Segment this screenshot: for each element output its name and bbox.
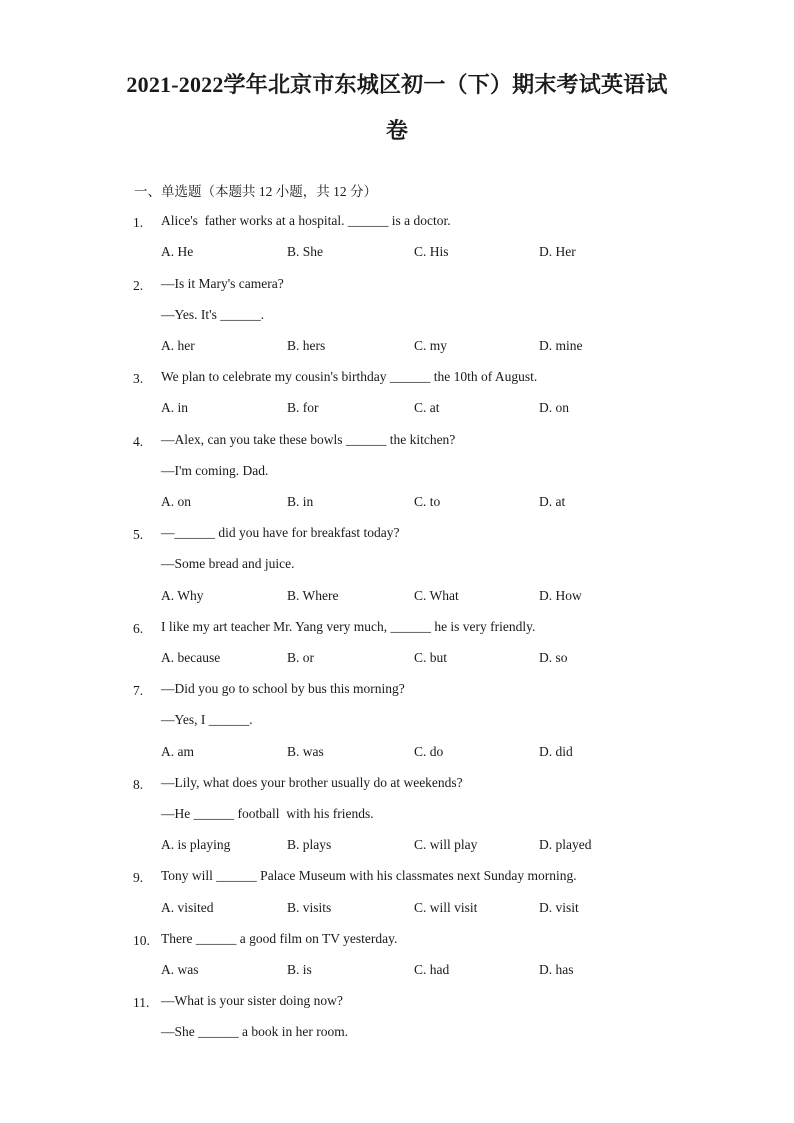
answer-option: D. has: [539, 962, 574, 977]
answer-option: B. She: [287, 244, 324, 259]
question-stem: —Is it Mary's camera?: [161, 276, 284, 291]
answer-option: B. is: [287, 962, 312, 977]
answer-option: C. do: [414, 744, 444, 759]
question-number: 2.: [133, 278, 144, 293]
answer-option: D. visit: [539, 900, 579, 915]
answer-option: D. How: [539, 588, 582, 603]
answer-option: C. my: [414, 338, 448, 353]
answer-option: D. mine: [539, 338, 583, 353]
question-number: 11.: [133, 995, 150, 1010]
answer-option: A. am: [161, 744, 194, 759]
exam-title-line-2: 卷: [385, 118, 409, 143]
question-dialogue-line: —Some bread and juice.: [161, 556, 295, 571]
answer-option: A. was: [161, 962, 199, 977]
question-number: 6.: [133, 621, 144, 636]
answer-option: C. will visit: [414, 900, 478, 915]
section-heading: 一、单选题（本题共 12 小题，共 12 分）: [134, 184, 377, 199]
answer-option: C. What: [414, 588, 459, 603]
question-dialogue-line: —He ______ football with his friends.: [161, 806, 374, 821]
question-number: 9.: [133, 870, 144, 885]
answer-option: C. to: [414, 494, 441, 509]
answer-option: B. for: [287, 400, 319, 415]
answer-option: C. but: [414, 650, 448, 665]
question-stem: Alice's father works at a hospital. ______ is a doctor.: [161, 213, 451, 228]
answer-option: A. on: [161, 494, 191, 509]
question-stem: We plan to celebrate my cousin's birthday ______ the 10th of August.: [161, 369, 538, 384]
answer-option: B. or: [287, 650, 314, 665]
exam-title-line-1: 2021-2022学年北京市东城区初一（下）期末考试英语试: [126, 72, 668, 97]
answer-option: A. is playing: [161, 837, 231, 852]
answer-option: C. His: [414, 244, 449, 259]
answer-option: C. had: [414, 962, 450, 977]
question-number: 5.: [133, 527, 144, 542]
answer-option: D. at: [539, 494, 566, 509]
question-stem: —______ did you have for breakfast today?: [161, 525, 400, 540]
question-dialogue-line: —Yes, I ______.: [161, 712, 253, 727]
question-stem: —Alex, can you take these bowls ______ the kitchen?: [161, 432, 456, 447]
question-dialogue-line: —Yes. It's ______.: [161, 307, 265, 322]
question-number: 3.: [133, 371, 144, 386]
question-number: 4.: [133, 434, 144, 449]
question-number: 8.: [133, 777, 144, 792]
question-stem: I like my art teacher Mr. Yang very much, ______ he is very friendly.: [161, 619, 536, 634]
answer-option: A. because: [161, 650, 221, 665]
answer-option: D. so: [539, 650, 568, 665]
answer-option: A. visited: [161, 900, 214, 915]
answer-option: D. played: [539, 837, 592, 852]
answer-option: B. Where: [287, 588, 339, 603]
answer-option: B. plays: [287, 837, 332, 852]
answer-option: A. in: [161, 400, 188, 415]
answer-option: C. will play: [414, 837, 478, 852]
answer-option: C. at: [414, 400, 440, 415]
question-stem: There ______ a good film on TV yesterday.: [161, 931, 398, 946]
answer-option: A. He: [161, 244, 194, 259]
answer-option: D. on: [539, 400, 569, 415]
answer-option: B. hers: [287, 338, 326, 353]
question-stem: —Did you go to school by bus this morning?: [161, 681, 405, 696]
question-stem: —Lily, what does your brother usually do at weekends?: [161, 775, 463, 790]
question-number: 1.: [133, 215, 144, 230]
answer-option: B. was: [287, 744, 324, 759]
answer-option: B. in: [287, 494, 314, 509]
question-number: 7.: [133, 683, 144, 698]
answer-option: A. her: [161, 338, 195, 353]
answer-option: D. Her: [539, 244, 576, 259]
question-dialogue-line: —I'm coming. Dad.: [161, 463, 269, 478]
answer-option: D. did: [539, 744, 573, 759]
answer-option: A. Why: [161, 588, 204, 603]
question-stem: —What is your sister doing now?: [161, 993, 343, 1008]
question-stem: Tony will ______ Palace Museum with his classmates next Sunday morning.: [161, 868, 577, 883]
answer-option: B. visits: [287, 900, 332, 915]
question-dialogue-line: —She ______ a book in her room.: [161, 1024, 349, 1039]
question-number: 10.: [133, 933, 150, 948]
